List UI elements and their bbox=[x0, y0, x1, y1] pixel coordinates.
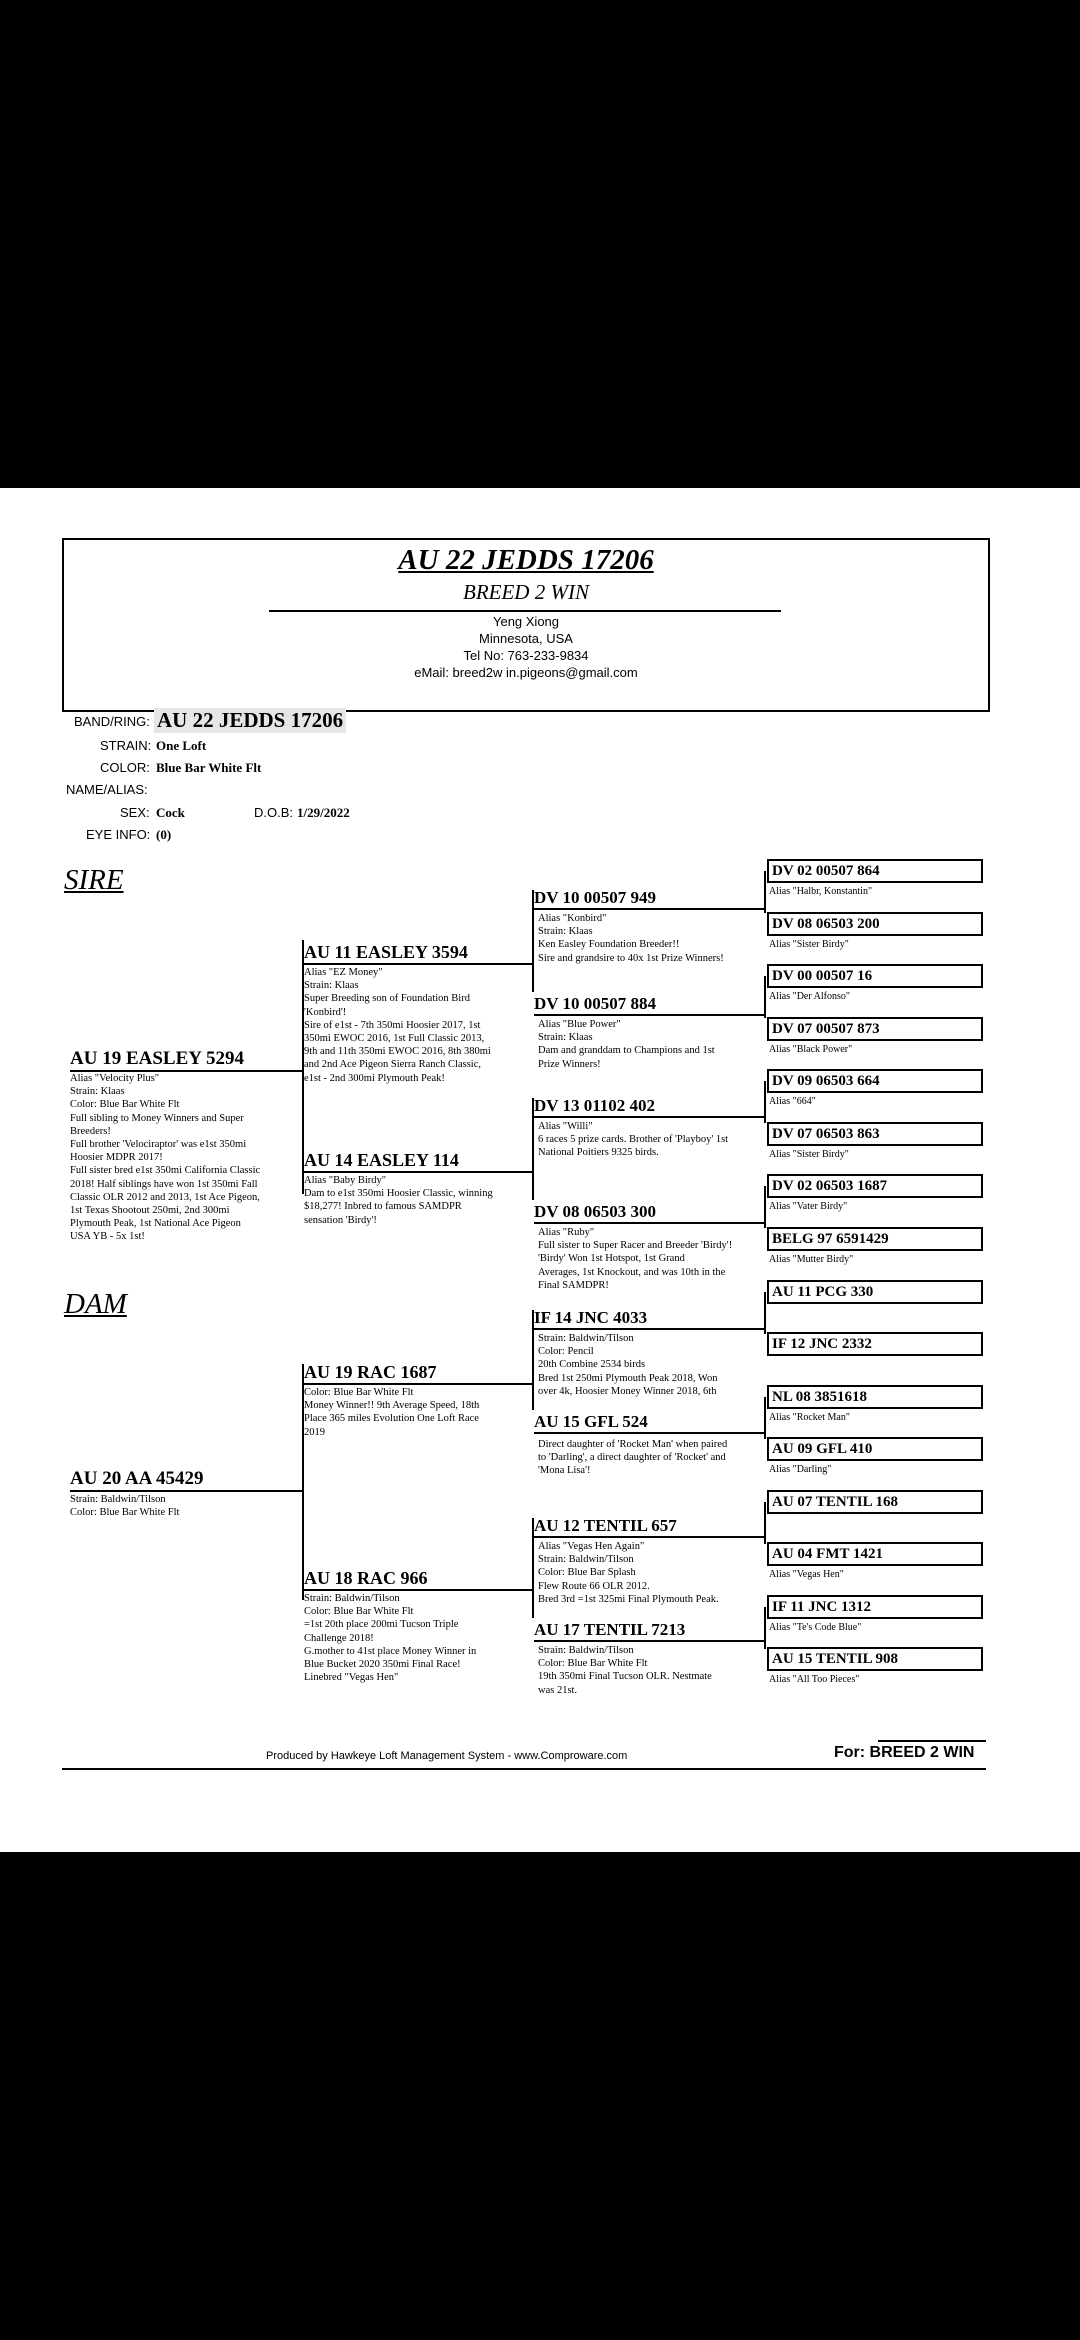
gen4-alias-3: Alias "Der Alfonso" bbox=[769, 991, 850, 1002]
sex-label: SEX: bbox=[120, 805, 150, 820]
connector bbox=[764, 976, 766, 1018]
gen3-details-1: Alias "Konbird" Strain: Klaas Ken Easley Foundation Breeder!! Sire and grandsire to 40x 1st Prize Winners! bbox=[538, 913, 724, 964]
gen4-alias-15: Alias "Te's Code Blue" bbox=[769, 1622, 862, 1633]
gen3-details-5: Strain: Baldwin/Tilson Color: Pencil 20th Combine 2534 birds Bred 1st 250mi Plymouth Peak 2018, Won over 4k, Hoosier Money Winner 2018, 6th bbox=[538, 1333, 718, 1397]
gen3-details-6: Direct daughter of 'Rocket Man' when paired to 'Darling', a direct daughter of 'Rocket' and 'Mona Lisa'! bbox=[538, 1439, 728, 1477]
connector bbox=[764, 1502, 766, 1544]
gen4-band-12: AU 09 GFL 410 bbox=[767, 1437, 983, 1461]
connector bbox=[764, 1081, 766, 1123]
gen4-band-13: AU 07 TENTIL 168 bbox=[767, 1490, 983, 1514]
gen4-alias-11: Alias "Rocket Man" bbox=[769, 1412, 850, 1423]
connector bbox=[764, 1397, 766, 1439]
gen4-band-15: IF 11 JNC 1312 bbox=[767, 1595, 983, 1619]
dam-heading: DAM bbox=[64, 1288, 127, 1320]
gen4-band-16: AU 15 TENTIL 908 bbox=[767, 1647, 983, 1671]
gen4-band-11: NL 08 3851618 bbox=[767, 1385, 983, 1409]
gen3-details-4: Alias "Ruby" Full sister to Super Racer and Breeder 'Birdy'! 'Birdy' Won 1st Hotspot, 1st Grand Averages, 1st Knockout, and was 10th in the Final SAMDPR! bbox=[538, 1227, 733, 1291]
dam-sire-details: Color: Blue Bar White Flt Money Winner!! 9th Average Speed, 18th Place 365 miles Evolution One Loft Race 2019 bbox=[304, 1387, 480, 1438]
pedigree-title: AU 22 JEDDS 17206 bbox=[398, 544, 654, 576]
gen4-alias-8: Alias "Mutter Birdy" bbox=[769, 1254, 854, 1265]
loft-name: BREED 2 WIN bbox=[463, 580, 589, 604]
connector bbox=[764, 871, 766, 913]
gen4-alias-6: Alias "Sister Birdy" bbox=[769, 1149, 849, 1160]
gen4-band-7: DV 02 06503 1687 bbox=[767, 1174, 983, 1198]
sire-sire-details: Alias "EZ Money" Strain: Klaas Super Breeding son of Foundation Bird 'Konbird'! Sire of e1st - 7th 350mi Hoosier 2017, 1st 350mi EWOC 2016, 1st Full Classic 2013, 9th and 11th 350mi EWOC 2016, 8th 380mi and 2nd Ace Pigeon Sierra Ranch Classic, e1st - 2nd 300mi Plymouth Peak! bbox=[304, 967, 491, 1084]
gen3-band-2: DV 10 00507 884 bbox=[534, 994, 764, 1016]
dam-dam-details: Strain: Baldwin/Tilson Color: Blue Bar White Flt =1st 20th place 200mi Tucson Triple Challenge 2018! G.mother to 41st place Money Winner in Blue Bucket 2020 350mi Final Race! Linebred "Vegas Hen" bbox=[304, 1593, 477, 1684]
gen3-band-8: AU 17 TENTIL 7213 bbox=[534, 1620, 764, 1642]
gen3-band-1: DV 10 00507 949 bbox=[534, 888, 764, 910]
sire-dam-details: Alias "Baby Birdy" Dam to e1st 350mi Hoosier Classic, winning $18,277! Inbred to famous SAMDPR sensation 'Birdy'! bbox=[304, 1175, 493, 1226]
owner-location: Minnesota, USA bbox=[479, 631, 573, 646]
dam-band: AU 20 AA 45429 bbox=[70, 1468, 302, 1492]
gen4-band-6: DV 07 06503 863 bbox=[767, 1122, 983, 1146]
owner-email: eMail: breed2w in.pigeons@gmail.com bbox=[414, 665, 638, 680]
footer-for-line bbox=[878, 1740, 986, 1742]
gen4-band-14: AU 04 FMT 1421 bbox=[767, 1542, 983, 1566]
sire-dam-band: AU 14 EASLEY 114 bbox=[304, 1150, 532, 1173]
connector bbox=[764, 1607, 766, 1649]
gen4-band-2: DV 08 06503 200 bbox=[767, 912, 983, 936]
dam-dam-band: AU 18 RAC 966 bbox=[304, 1568, 532, 1591]
gen4-band-5: DV 09 06503 664 bbox=[767, 1069, 983, 1093]
band-label: BAND/RING: bbox=[74, 714, 150, 729]
dob-value: 1/29/2022 bbox=[297, 805, 350, 820]
gen3-details-2: Alias "Blue Power" Strain: Klaas Dam and granddam to Champions and 1st Prize Winners! bbox=[538, 1019, 715, 1070]
sire-sire-band: AU 11 EASLEY 3594 bbox=[304, 942, 532, 965]
owner-phone: Tel No: 763-233-9834 bbox=[463, 648, 589, 663]
gen3-band-7: AU 12 TENTIL 657 bbox=[534, 1516, 764, 1538]
subtitle-underline bbox=[269, 610, 781, 612]
eye-info-value: (0) bbox=[156, 827, 172, 842]
gen4-alias-1: Alias "Halbr, Konstantin" bbox=[769, 886, 873, 897]
gen3-details-7: Alias "Vegas Hen Again" Strain: Baldwin/Tilson Color: Blue Bar Splash Flew Route 66 OLR 2012. Bred 3rd =1st 325mi Final Plymouth Peak. bbox=[538, 1541, 719, 1605]
owner-name: Yeng Xiong bbox=[492, 614, 560, 629]
connector bbox=[764, 1292, 766, 1334]
sex-value: Cock bbox=[156, 805, 185, 820]
gen4-band-4: DV 07 00507 873 bbox=[767, 1017, 983, 1041]
gen4-alias-14: Alias "Vegas Hen" bbox=[769, 1569, 844, 1580]
band-value: AU 22 JEDDS 17206 bbox=[154, 708, 346, 733]
gen4-alias-2: Alias "Sister Birdy" bbox=[769, 939, 849, 950]
eye-info-label: EYE INFO: bbox=[86, 827, 151, 842]
gen4-band-3: DV 00 00507 16 bbox=[767, 964, 983, 988]
strain-value: One Loft bbox=[156, 738, 207, 753]
color-label: COLOR: bbox=[100, 760, 150, 775]
strain-label: STRAIN: bbox=[100, 738, 152, 753]
dam-details: Strain: Baldwin/Tilson Color: Blue Bar White Flt bbox=[70, 1494, 180, 1519]
sire-details: Alias "Velocity Plus" Strain: Klaas Color: Blue Bar White Flt Full sibling to Money Winners and Super Breeders! Full brother 'Velociraptor' was e1st 350mi Hoosier MDPR 2017! Full sister bred e1st 350mi California Classic 2018! Half siblings have won 1st 350mi Fall Classic OLR 2012 and 2013, 1st Ace Pigeon, 1st Texas Shootout 250mi, 2nd 300mi Plymouth Peak, 1st National Ace Pigeon USA YB - 5x 1st! bbox=[70, 1073, 261, 1243]
gen4-alias-16: Alias "All Too Pieces" bbox=[769, 1674, 860, 1685]
produced-by-note: Produced by Hawkeye Loft Management System - www.Comproware.com bbox=[266, 1750, 628, 1762]
gen4-band-9: AU 11 PCG 330 bbox=[767, 1280, 983, 1304]
gen4-alias-7: Alias "Vater Birdy" bbox=[769, 1201, 848, 1212]
color-value: Blue Bar White Flt bbox=[156, 760, 262, 775]
dob-label: D.O.B: bbox=[254, 805, 294, 820]
for-label: For: BREED 2 WIN bbox=[834, 1744, 975, 1761]
gen3-band-4: DV 08 06503 300 bbox=[534, 1202, 764, 1224]
gen3-band-3: DV 13 01102 402 bbox=[534, 1096, 764, 1118]
pedigree-page bbox=[0, 488, 1080, 1852]
gen4-alias-5: Alias "664" bbox=[769, 1096, 816, 1107]
sire-band: AU 19 EASLEY 5294 bbox=[70, 1048, 302, 1072]
connector bbox=[764, 1186, 766, 1228]
gen4-alias-12: Alias "Darling" bbox=[769, 1464, 832, 1475]
header-box bbox=[62, 538, 990, 712]
gen4-alias-4: Alias "Black Power" bbox=[769, 1044, 853, 1055]
gen3-band-6: AU 15 GFL 524 bbox=[534, 1412, 764, 1434]
gen4-band-1: DV 02 00507 864 bbox=[767, 859, 983, 883]
gen4-band-8: BELG 97 6591429 bbox=[767, 1227, 983, 1251]
dam-sire-band: AU 19 RAC 1687 bbox=[304, 1362, 532, 1385]
gen3-details-8: Strain: Baldwin/Tilson Color: Blue Bar White Flt 19th 350mi Final Tucson OLR. Nestmate was 21st. bbox=[538, 1645, 712, 1696]
name-alias-label: NAME/ALIAS: bbox=[66, 782, 148, 797]
sire-heading: SIRE bbox=[64, 864, 124, 896]
gen3-band-5: IF 14 JNC 4033 bbox=[534, 1308, 764, 1330]
gen4-band-10: IF 12 JNC 2332 bbox=[767, 1332, 983, 1356]
footer-line bbox=[62, 1768, 986, 1770]
gen3-details-3: Alias "Willi" 6 races 5 prize cards. Brother of 'Playboy' 1st National Poitiers 9325 birds. bbox=[538, 1121, 729, 1159]
